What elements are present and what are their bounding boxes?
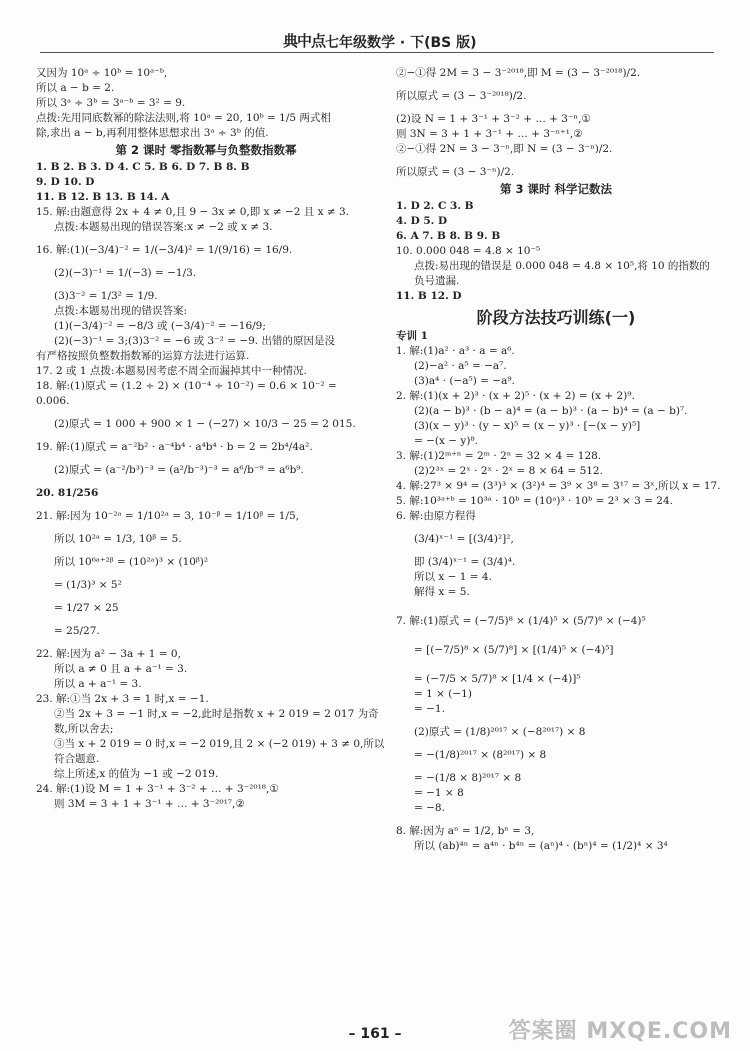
answer-line: 19. 解:(1)原式 = a⁻²b² · a⁻⁴b⁴ · a⁴b⁴ · b = 2 = 2b⁴/4a². xyxy=(36,441,313,453)
text-line: (2)设 N = 1 + 3⁻¹ + 3⁻² + … + 3⁻ⁿ,① xyxy=(396,113,591,125)
hint-line: 除,求出 a − b,再利用整体思想求出 3ᵃ ÷ 3ᵇ 的值. xyxy=(36,127,269,139)
text-line: 符合题意. xyxy=(54,753,100,765)
section-heading: 第 3 课时 科学记数法 xyxy=(499,182,612,196)
text-line: 0.006. xyxy=(36,395,70,407)
right-column xyxy=(396,66,721,854)
hint-line: 点拨:易出现的错误是 0.000 048 = 4.8 × 10⁵,将 10 的指数的 xyxy=(414,260,710,272)
hint-line: 点拨:本题易出现的错误答案:x ≠ −2 或 x ≠ 3. xyxy=(54,221,273,233)
answer-line: 11. B 12. B 13. B 14. A xyxy=(36,191,170,203)
answer-line: 10. 0.000 048 = 4.8 × 10⁻⁵ xyxy=(396,245,541,257)
answer-line: 18. 解:(1)原式 = (1.2 ÷ 2) × (10⁻⁴ ÷ 10⁻²) = 0.6 × 10⁻² = xyxy=(36,380,337,392)
answer-line: 4. 解:27³ × 9⁴ = (3³)³ × (3²)⁴ = 3⁹ × 3⁸ = 3¹⁷ = 3ˣ,所以 x = 17. xyxy=(396,480,721,492)
text-line: 所以 a − b = 2. xyxy=(36,82,115,94)
text-line: 所以 (ab)⁴ⁿ = a⁴ⁿ · b⁴ⁿ = (aⁿ)⁴ · (bⁿ)⁴ = (1/2)⁴ × 3⁴ xyxy=(414,840,668,852)
text-line: 所以 a ≠ 0 且 a + a⁻¹ = 3. xyxy=(54,663,188,675)
text-line: = −(1/8 × 8)²⁰¹⁷ × 8 xyxy=(414,772,522,784)
text-line: = (−7/5 × 5/7)⁸ × [1/4 × (−4)]⁵ xyxy=(414,673,581,685)
text-line: = −1 × 8 xyxy=(414,787,464,799)
text-line: ②−①得 2N = 3 − 3⁻ⁿ,即 N = (3 − 3⁻ⁿ)/2. xyxy=(396,143,613,155)
page-number: – 161 – xyxy=(348,1026,402,1042)
text-line: = 1/27 × 25 xyxy=(54,602,119,614)
text-line: (2)原式 = 1 000 + 900 × 1 − (−27) × 10/3 − 25 = 2 015. xyxy=(54,418,356,430)
hint-line: 点拨:本题易出现的错误答案: xyxy=(54,305,188,317)
text-line: = −(1/8)²⁰¹⁷ × (8²⁰¹⁷) × 8 xyxy=(414,749,547,761)
answer-line: 1. D 2. C 3. B xyxy=(396,200,474,212)
text-line: 所以 10⁶ᵃ⁺²ᵝ = (10²ᵃ)³ × (10ᵝ)² xyxy=(54,556,209,568)
text-line: 又因为 10ᵃ ÷ 10ᵇ = 10ᵃ⁻ᵇ, xyxy=(36,67,168,79)
chapter-heading: 阶段方法技巧训练(一) xyxy=(476,308,636,327)
text-line: (2)原式 = (a⁻²/b³)⁻³ = (a²/b⁻³)⁻³ = a⁶/b⁻⁹ = a⁶b⁹. xyxy=(54,464,304,476)
text-line: (3/4)ˣ⁻¹ = [(3/4)²]², xyxy=(414,533,514,545)
text-line: 所以 10²ᵃ = 1/3, 10ᵝ = 5. xyxy=(54,533,182,545)
text-line: ③当 x + 2 019 = 0 时,x = −2 019,且 2 × (−2 019) + 3 ≠ 0,所以 xyxy=(54,738,385,750)
answer-line: 21. 解:因为 10⁻²ᵃ = 1/10²ᵃ = 3, 10⁻ᵝ = 1/10ᵝ = 1/5, xyxy=(36,510,300,522)
text-line: (2)原式 = (1/8)²⁰¹⁷ × (−8²⁰¹⁷) × 8 xyxy=(414,726,586,738)
text-line: = −8. xyxy=(414,802,445,814)
answer-line: 15. 解:由题意得 2x + 4 ≠ 0,且 9 − 3x ≠ 0,即 x ≠ −2 且 x ≠ 3. xyxy=(36,206,350,218)
text-line: 则 3M = 3 + 1 + 3⁻¹ + … + 3⁻²⁰¹⁷,② xyxy=(54,798,245,810)
text-line: = 1 × (−1) xyxy=(414,688,472,700)
answer-line: 24. 解:(1)设 M = 1 + 3⁻¹ + 3⁻² + … + 3⁻²⁰¹⁸,① xyxy=(36,783,279,795)
text-line: 解得 x = 5. xyxy=(414,586,470,598)
text-line: 所以原式 = (3 − 3⁻²⁰¹⁸)/2. xyxy=(396,90,527,102)
answer-line: 9. D 10. D xyxy=(36,176,95,188)
answer-line: 6. A 7. B 8. B 9. B xyxy=(396,230,501,242)
answer-line: 7. 解:(1)原式 = (−7/5)⁸ × (1/4)⁵ × (5/7)⁸ × (−4)⁵ xyxy=(396,615,646,627)
header-rule xyxy=(40,52,714,53)
answer-line: 23. 解:①当 2x + 3 = 1 时,x = −1. xyxy=(36,693,209,705)
text-line: 所以 3ᵃ ÷ 3ᵇ = 3ᵃ⁻ᵇ = 3² = 9. xyxy=(36,97,186,109)
text-line: 负号遗漏. xyxy=(414,275,460,287)
text-line: ②当 2x + 3 = −1 时,x = −2,此时是指数 x + 2 019 = 2 017 为奇 xyxy=(54,708,379,720)
left-column xyxy=(36,66,385,812)
hint-line: 点拨:先用同底数幂的除法法则,将 10ᵃ = 20, 10ᵇ = 1/5 两式相 xyxy=(36,112,331,124)
text-line: (3)3⁻² = 1/3² = 1/9. xyxy=(54,290,158,302)
header-title: 七年级数学 · 下(BS 版) xyxy=(325,35,477,51)
text-line: (2)−a² · a⁵ = −a⁷. xyxy=(414,360,507,372)
answer-line: 16. 解:(1)(−3/4)⁻² = 1/(−3/4)² = 1/(9/16) = 16/9. xyxy=(36,244,293,256)
text-line: = (1/3)³ × 5² xyxy=(54,579,122,591)
text-line: (3)(x − y)³ · (y − x)⁵ = (x − y)³ · [−(x − y)⁵] xyxy=(414,420,641,432)
book-logo: 典中点 xyxy=(283,32,326,50)
section-heading: 第 2 课时 零指数幂与负整数指数幂 xyxy=(115,143,297,157)
page-header xyxy=(0,28,750,56)
answer-line: 17. 2 或 1 点拨:本题易因考虑不周全而漏掉其中一种情况. xyxy=(36,365,307,377)
text-line: 所以 a + a⁻¹ = 3. xyxy=(54,678,142,690)
subsection-label: 专训 1 xyxy=(396,330,428,342)
text-line: = −(x − y)⁸. xyxy=(414,435,478,447)
text-line: (2)(−3)⁻¹ = 1/(−3) = −1/3. xyxy=(54,267,197,279)
text-line: 综上所述,x 的值为 −1 或 −2 019. xyxy=(54,768,219,780)
answer-line: 2. 解:(1)(x + 2)³ · (x + 2)⁵ · (x + 2) = (x + 2)⁹. xyxy=(396,390,635,402)
text-line: (3)a⁴ · (−a⁵) = −a⁹. xyxy=(414,375,515,387)
text-line: (2)(−3)⁻¹ = 3;(3)3⁻² = −6 或 3⁻² = −9. 出错的原因是没 xyxy=(54,335,335,347)
text-line: 则 3N = 3 + 1 + 3⁻¹ + … + 3⁻ⁿ⁺¹,② xyxy=(396,128,583,140)
text-line: 所以原式 = (3 − 3⁻ⁿ)/2. xyxy=(396,166,515,178)
watermark-logo: 答案圈 MXQE.COM xyxy=(508,1019,732,1044)
answer-line: 1. 解:(1)a² · a³ · a = a⁶. xyxy=(396,345,515,357)
text-line: 所以 x − 1 = 4. xyxy=(414,571,492,583)
answer-line: 5. 解:10³ᵃ⁺ᵇ = 10³ᵃ · 10ᵇ = (10ᵃ)³ · 10ᵇ = 2³ × 3 = 24. xyxy=(396,495,673,507)
text-line: = 25/27. xyxy=(54,625,100,637)
answer-line: 22. 解:因为 a² − 3a + 1 = 0, xyxy=(36,648,181,660)
text-line: 即 (3/4)ˣ⁻¹ = (3/4)⁴. xyxy=(414,556,516,568)
answer-line: 8. 解:因为 aⁿ = 1/2, bⁿ = 3, xyxy=(396,825,535,837)
answer-line: 1. B 2. B 3. D 4. C 5. B 6. D 7. B 8. B xyxy=(36,161,250,173)
text-line: = [(−7/5)⁸ × (5/7)⁸] × [(1/4)⁵ × (−4)⁵] xyxy=(414,644,614,656)
answer-line: 4. D 5. D xyxy=(396,215,448,227)
text-line: (1)(−3/4)⁻² = −8/3 或 (−3/4)⁻² = −16/9; xyxy=(54,320,266,332)
text-line: ②−①得 2M = 3 − 3⁻²⁰¹⁸,即 M = (3 − 3⁻²⁰¹⁸)/2. xyxy=(396,67,641,79)
text-line: (2)(a − b)³ · (b − a)⁴ = (a − b)³ · (a − b)⁴ = (a − b)⁷. xyxy=(414,405,688,417)
answer-line: 3. 解:(1)2ᵐ⁺ⁿ = 2ᵐ · 2ⁿ = 32 × 4 = 128. xyxy=(396,450,602,462)
text-line: (2)2³ˣ = 2ˣ · 2ˣ · 2ˣ = 8 × 64 = 512. xyxy=(414,465,603,477)
answer-line: 11. B 12. D xyxy=(396,290,462,302)
text-line: = −1. xyxy=(414,703,445,715)
answer-line: 6. 解:由原方程得 xyxy=(396,510,476,522)
text-line: 有严格按照负整数指数幂的运算方法进行运算. xyxy=(36,350,250,362)
text-line: 数,所以舍去; xyxy=(54,723,114,735)
answer-line: 20. 81/256 xyxy=(36,487,99,499)
